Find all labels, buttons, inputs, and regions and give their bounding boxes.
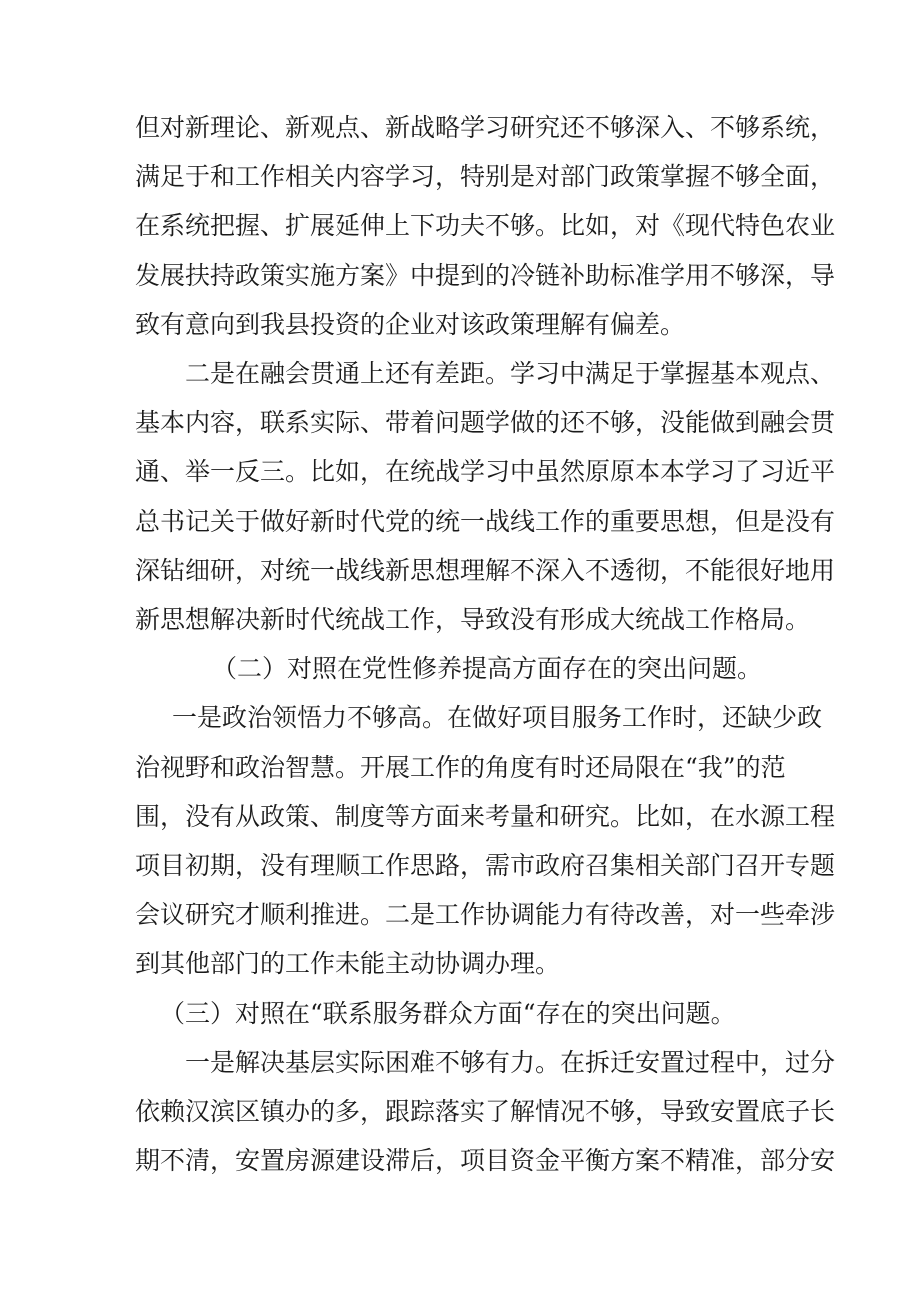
text-line: 会议研究才顺利推进。二是工作协调能力有待改善，对一些牵涉: [135, 900, 836, 929]
text-line: 依赖汉滨区镇办的多，跟踪落实了解情况不够，导致安置底子长: [135, 1097, 836, 1126]
text-line: 致有意向到我县投资的企业对该政策理解有偏差。: [135, 310, 686, 339]
text-line: 围，没有从政策、制度等方面来考量和研究。比如，在水源工程: [135, 802, 836, 831]
text-line: 深钻细研，对统一战线新思想理解不深入不透彻，不能很好地用: [135, 556, 836, 585]
text-line: 但对新理论、新观点、新战略学习研究还不够深入、不够系统，: [135, 113, 836, 142]
text-line: 治视野和政治智慧。开展工作的角度有时还局限在“我”的范: [135, 753, 786, 782]
text-line: 到其他部门的工作未能主动协调办理。: [135, 949, 561, 978]
text-line: 在系统把握、扩展延伸上下功夫不够。比如，对《现代特色农业: [135, 211, 836, 240]
text-line: 一是解决基层实际困难不够有力。在拆迁安置过程中，过分: [185, 1048, 836, 1077]
text-line: 通、举一反三。比如，在统战学习中虽然原原本本学习了习近平: [135, 457, 836, 486]
text-line: 新思想解决新时代统战工作，导致没有形成大统战工作格局。: [135, 605, 811, 634]
text-line: 满足于和工作相关内容学习，特别是对部门政策掌握不够全面，: [135, 162, 836, 191]
section-heading: （二）对照在党性修养提高方面存在的突出问题。: [212, 654, 763, 683]
section-heading: （三）对照在“联系服务群众方面“存在的突出问题。: [160, 999, 736, 1028]
text-line: 期不清，安置房源建设滞后，项目资金平衡方案不精准，部分安: [135, 1146, 836, 1175]
text-line: 二是在融会贯通上还有差距。学习中满足于掌握基本观点、: [185, 359, 836, 388]
text-line: 项目初期，没有理顺工作思路，需市政府召集相关部门召开专题: [135, 851, 836, 880]
text-line: 发展扶持政策实施方案》中提到的冷链补助标准学用不够深，导: [135, 261, 836, 290]
text-line: 基本内容，联系实际、带着问题学做的还不够，没能做到融会贯: [135, 408, 836, 437]
text-line: 一是政治领悟力不够高。在做好项目服务工作时，还缺少政: [172, 703, 823, 732]
text-line: 总书记关于做好新时代党的统一战线工作的重要思想，但是没有: [135, 507, 836, 536]
